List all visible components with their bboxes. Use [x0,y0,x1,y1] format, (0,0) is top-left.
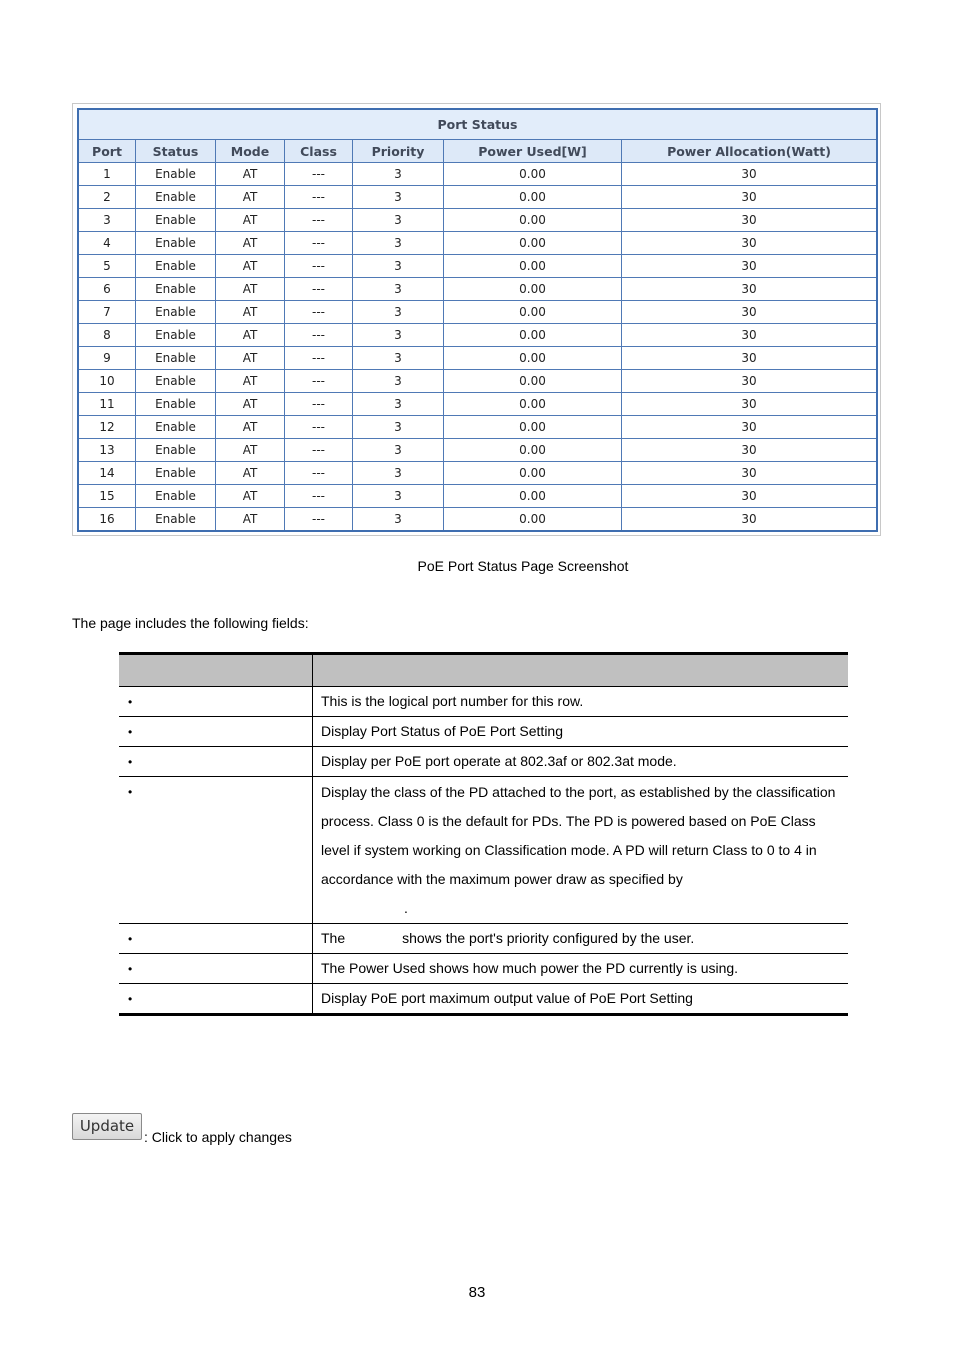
cell-priority: 3 [353,416,444,439]
cell-port: 3 [78,209,136,232]
field-row [119,954,848,984]
cell-class: --- [285,370,353,393]
cell-power-used: 0.00 [444,416,622,439]
col-header-priority: Priority [353,140,444,163]
cell-mode: AT [216,186,285,209]
bullet-icon: • [128,695,133,709]
cell-status: Enable [136,209,216,232]
cell-priority: 3 [353,324,444,347]
port-status-title: Port Status [78,109,877,140]
bullet-icon: • [128,785,133,799]
field-description-post: shows the port's priority configured by the user. [402,930,695,946]
cell-mode: AT [216,255,285,278]
cell-class: --- [285,439,353,462]
cell-priority: 3 [353,301,444,324]
port-status-screenshot [72,103,881,536]
cell-class: --- [285,462,353,485]
table-row [78,508,877,532]
port-status-header-row [78,140,877,163]
cell-port: 14 [78,462,136,485]
cell-power-used: 0.00 [444,163,622,186]
field-description-table [119,652,848,1016]
cell-class: --- [285,485,353,508]
field-description: Display Port Status of PoE Port Setting [313,717,849,747]
cell-class: --- [285,278,353,301]
figure-caption: PoE Port Status Page Screenshot [417,558,629,574]
cell-power-allocation: 30 [622,485,878,508]
cell-power-allocation: 30 [622,416,878,439]
cell-status: Enable [136,439,216,462]
cell-class: --- [285,163,353,186]
cell-mode: AT [216,324,285,347]
cell-class: --- [285,186,353,209]
cell-class: --- [285,324,353,347]
table-row [78,278,877,301]
bullet-icon: • [128,992,133,1006]
cell-power-used: 0.00 [444,393,622,416]
field-row [119,717,848,747]
table-row [78,324,877,347]
cell-power-used: 0.00 [444,232,622,255]
table-row [78,439,877,462]
cell-power-allocation: 30 [622,255,878,278]
cell-power-allocation: 30 [622,393,878,416]
bullet-icon: • [128,725,133,739]
description-header-cell [313,654,849,687]
cell-class: --- [285,347,353,370]
cell-class: --- [285,255,353,278]
col-header-class: Class [285,140,353,163]
cell-power-allocation: 30 [622,347,878,370]
cell-status: Enable [136,347,216,370]
cell-class: --- [285,232,353,255]
field-description: Display PoE port maximum output value of PoE Port Setting [313,984,849,1015]
cell-port: 12 [78,416,136,439]
cell-mode: AT [216,209,285,232]
cell-mode: AT [216,416,285,439]
cell-status: Enable [136,301,216,324]
cell-power-used: 0.00 [444,209,622,232]
cell-power-allocation: 30 [622,324,878,347]
col-header-mode: Mode [216,140,285,163]
cell-status: Enable [136,186,216,209]
bullet-icon: • [128,932,133,946]
cell-port: 16 [78,508,136,532]
cell-mode: AT [216,163,285,186]
col-header-status: Status [136,140,216,163]
cell-mode: AT [216,485,285,508]
field-description: Display per PoE port operate at 802.3af or 802.3at mode. [313,747,849,777]
cell-power-allocation: 30 [622,462,878,485]
cell-mode: AT [216,232,285,255]
cell-priority: 3 [353,278,444,301]
cell-power-used: 0.00 [444,347,622,370]
cell-class: --- [285,393,353,416]
col-header-port: Port [78,140,136,163]
cell-port: 10 [78,370,136,393]
field-description: The Power Used shows how much power the PD currently is using. [313,954,849,984]
cell-port: 11 [78,393,136,416]
cell-power-used: 0.00 [444,485,622,508]
update-description: : Click to apply changes [144,1129,292,1145]
field-row [119,687,848,717]
cell-status: Enable [136,163,216,186]
cell-mode: AT [216,462,285,485]
cell-port: 2 [78,186,136,209]
update-section [72,1113,292,1145]
cell-priority: 3 [353,508,444,532]
bullet-icon: • [128,755,133,769]
object-header-cell [119,654,313,687]
cell-port: 6 [78,278,136,301]
cell-mode: AT [216,278,285,301]
table-row [78,485,877,508]
cell-priority: 3 [353,186,444,209]
cell-status: Enable [136,255,216,278]
cell-power-allocation: 30 [622,232,878,255]
intro-text: The page includes the following fields: [72,615,309,631]
cell-status: Enable [136,393,216,416]
table-row [78,255,877,278]
cell-status: Enable [136,462,216,485]
cell-port: 4 [78,232,136,255]
cell-power-used: 0.00 [444,278,622,301]
table-row [78,416,877,439]
field-table-header [119,654,848,687]
cell-status: Enable [136,508,216,532]
cell-power-used: 0.00 [444,255,622,278]
cell-priority: 3 [353,393,444,416]
cell-power-used: 0.00 [444,370,622,393]
cell-port: 13 [78,439,136,462]
cell-priority: 3 [353,232,444,255]
cell-port: 9 [78,347,136,370]
cell-power-allocation: 30 [622,301,878,324]
cell-power-used: 0.00 [444,301,622,324]
update-button[interactable]: Update [72,1113,142,1140]
cell-status: Enable [136,324,216,347]
cell-status: Enable [136,485,216,508]
field-description: Display the class of the PD attached to the port, as established by the classification process. Class 0 is the default for PDs. The PD is powered based on PoE Class level if system working on Classification mode. A PD will return Class to 0 to 4 in accordance with the maximum power draw as specified by [321,784,836,887]
cell-status: Enable [136,278,216,301]
cell-power-used: 0.00 [444,462,622,485]
cell-power-allocation: 30 [622,508,878,532]
table-row [78,301,877,324]
field-row [119,984,848,1015]
cell-power-used: 0.00 [444,508,622,532]
field-row [119,924,848,954]
cell-priority: 3 [353,462,444,485]
table-row [78,186,877,209]
field-description: This is the logical port number for this row. [313,687,849,717]
cell-port: 15 [78,485,136,508]
cell-priority: 3 [353,255,444,278]
page-number: 83 [468,1284,486,1301]
cell-class: --- [285,416,353,439]
cell-mode: AT [216,439,285,462]
port-status-table [77,108,878,532]
cell-mode: AT [216,508,285,532]
cell-status: Enable [136,232,216,255]
cell-power-allocation: 30 [622,278,878,301]
bullet-icon: • [128,962,133,976]
table-row [78,209,877,232]
cell-class: --- [285,508,353,532]
cell-status: Enable [136,370,216,393]
field-row [119,747,848,777]
cell-mode: AT [216,301,285,324]
cell-mode: AT [216,347,285,370]
table-row [78,462,877,485]
cell-mode: AT [216,370,285,393]
cell-power-allocation: 30 [622,186,878,209]
cell-priority: 3 [353,347,444,370]
cell-priority: 3 [353,163,444,186]
field-row [119,777,848,924]
cell-port: 1 [78,163,136,186]
table-row [78,347,877,370]
cell-port: 7 [78,301,136,324]
cell-power-allocation: 30 [622,163,878,186]
period-mark: . [404,900,408,916]
cell-priority: 3 [353,370,444,393]
cell-power-allocation: 30 [622,439,878,462]
cell-port: 5 [78,255,136,278]
table-row [78,232,877,255]
cell-power-used: 0.00 [444,186,622,209]
cell-power-used: 0.00 [444,439,622,462]
cell-priority: 3 [353,485,444,508]
field-description-pre: The [321,930,346,946]
cell-power-allocation: 30 [622,370,878,393]
cell-class: --- [285,209,353,232]
cell-power-used: 0.00 [444,324,622,347]
table-row [78,370,877,393]
cell-priority: 3 [353,439,444,462]
table-row [78,393,877,416]
cell-priority: 3 [353,209,444,232]
cell-power-allocation: 30 [622,209,878,232]
col-header-power-allocation: Power Allocation(Watt) [622,140,878,163]
cell-port: 8 [78,324,136,347]
cell-status: Enable [136,416,216,439]
cell-mode: AT [216,393,285,416]
table-row [78,163,877,186]
cell-class: --- [285,301,353,324]
col-header-power-used: Power Used[W] [444,140,622,163]
